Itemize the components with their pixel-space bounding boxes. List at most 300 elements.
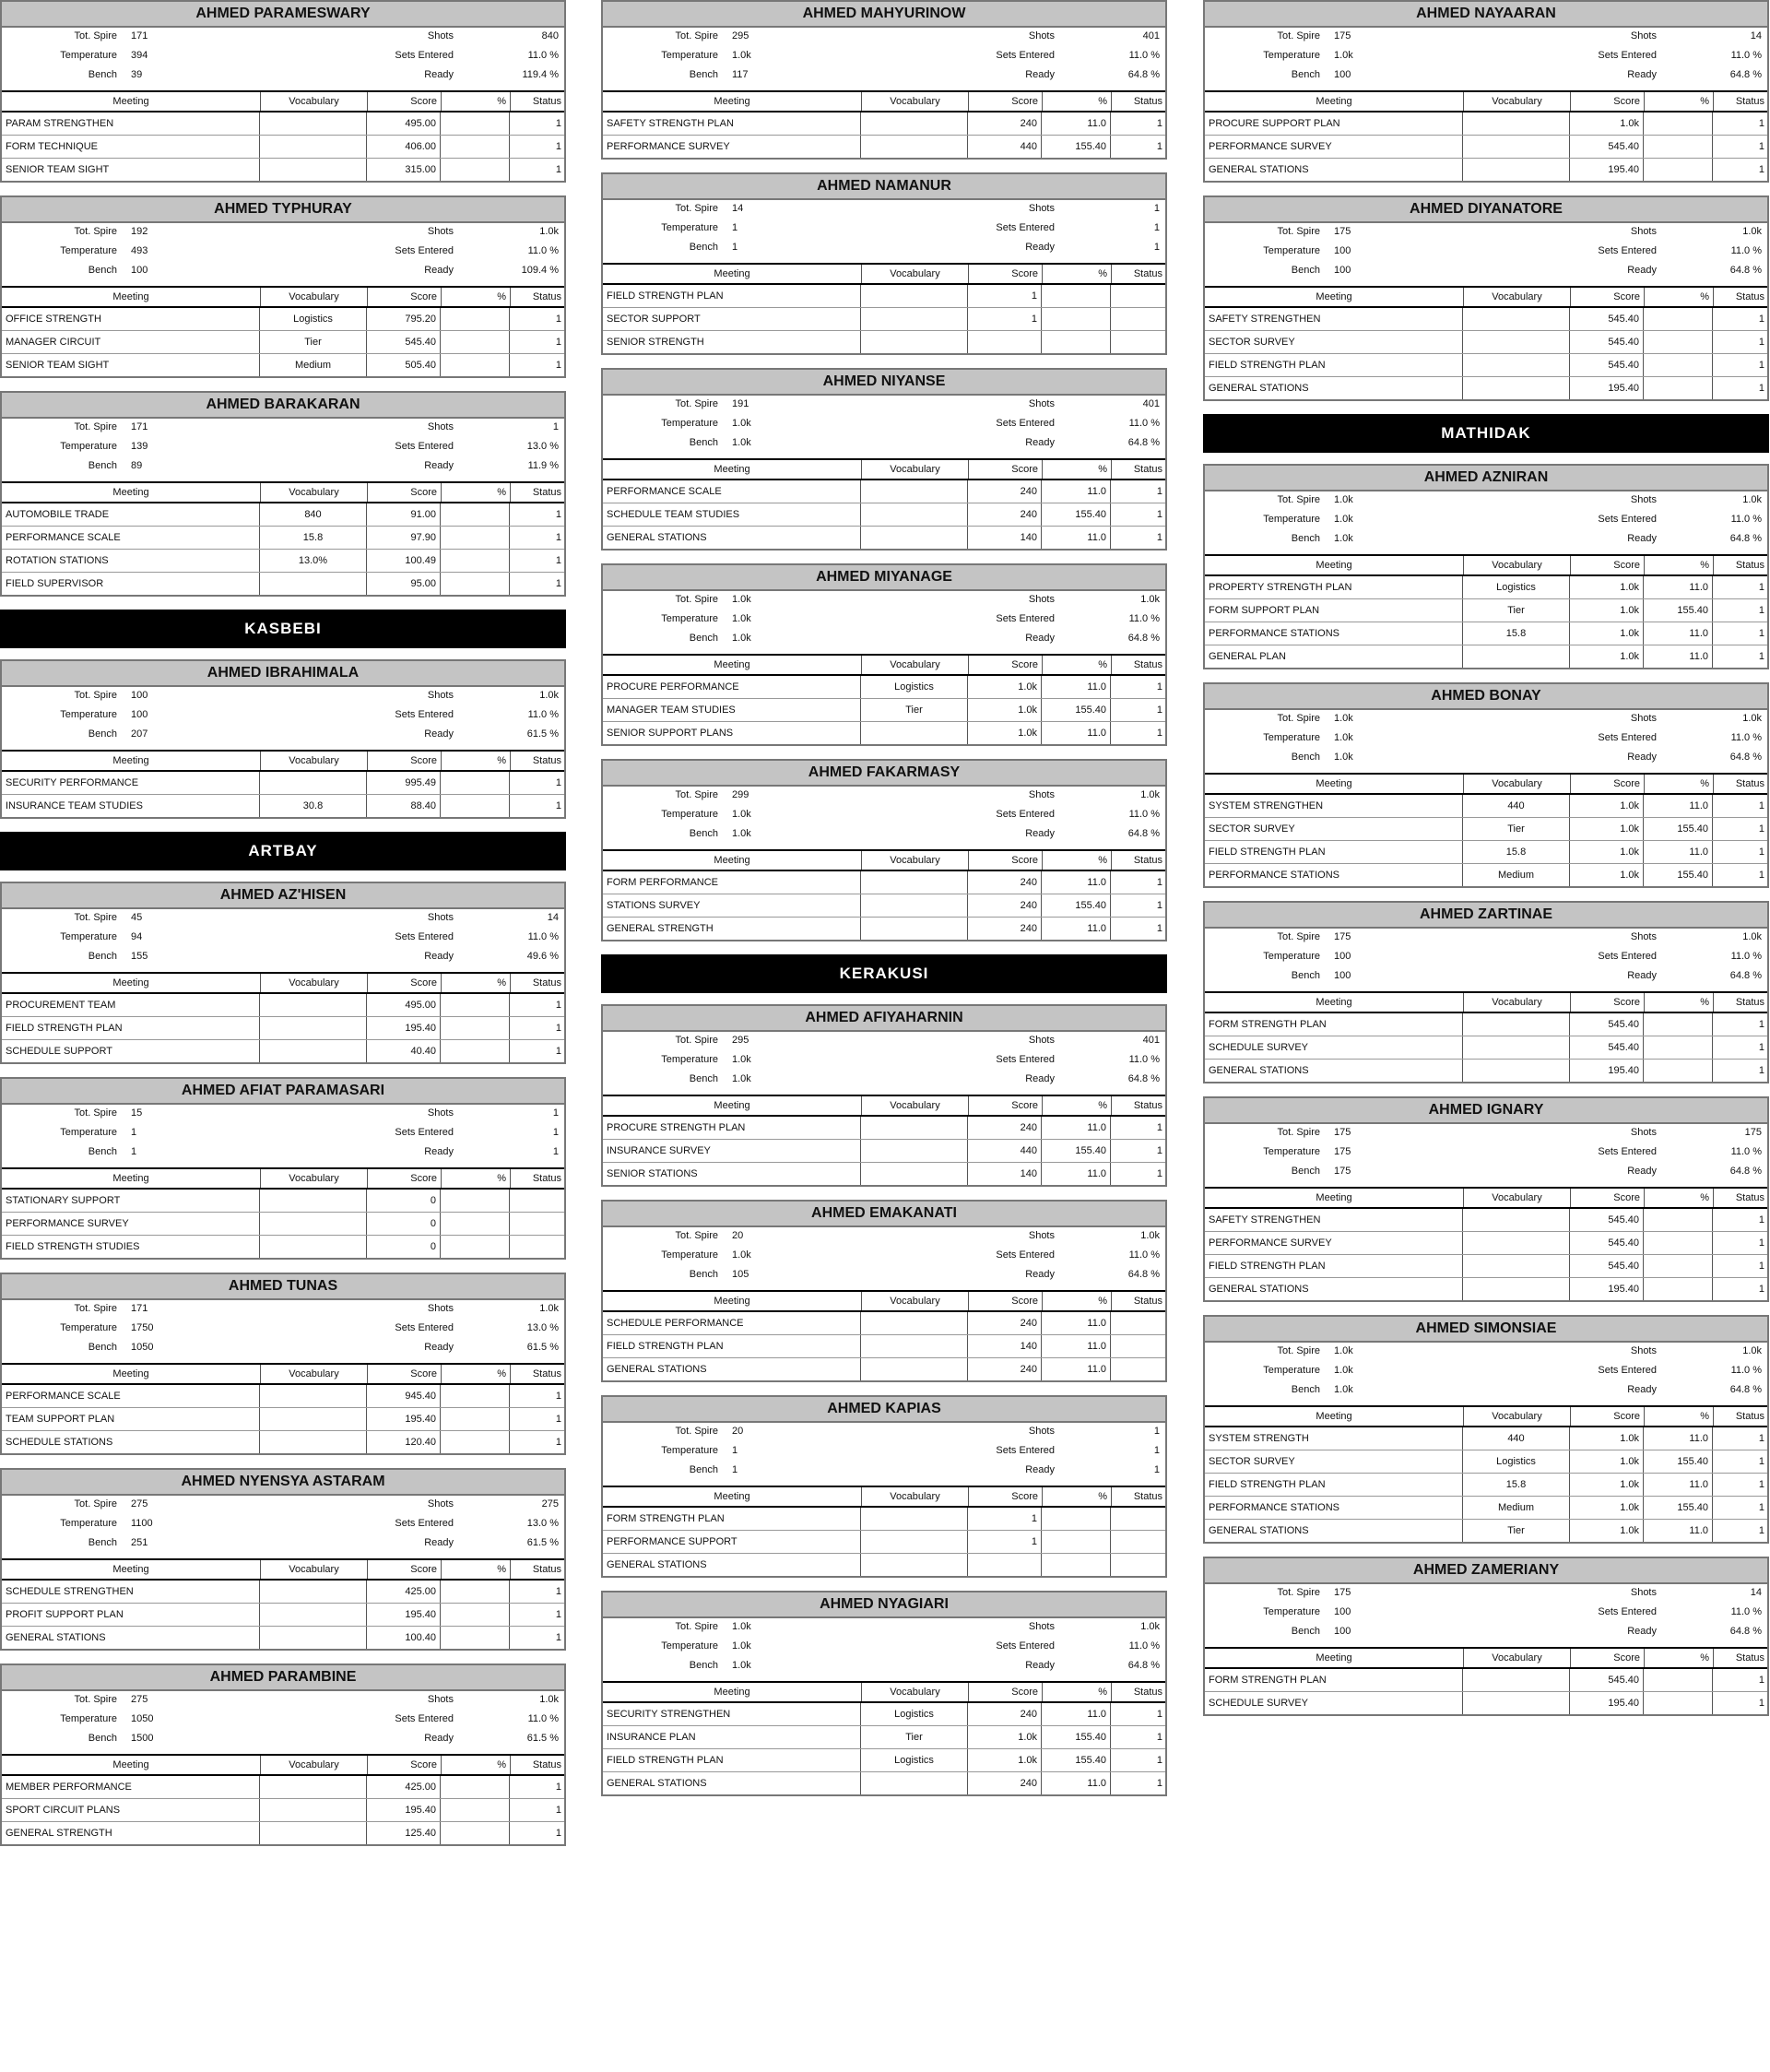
table-cell: Logistics (1463, 576, 1570, 598)
stat-value: 1.0k (1140, 594, 1160, 605)
table-cell: 1 (555, 1000, 561, 1011)
stat-value: 64.8 % (1127, 1269, 1160, 1280)
table-cell: 155.40 (1042, 503, 1111, 526)
employee-card (0, 391, 566, 597)
table-cell: PROCURE SUPPORT PLAN (1205, 112, 1463, 135)
card-table (603, 1312, 1165, 1380)
table-row (2, 1213, 564, 1236)
table-cell (260, 1822, 367, 1844)
stat-label: Tot. Spire (1277, 713, 1320, 724)
table-cell: 1 (1758, 1675, 1764, 1686)
stat-value: 1 (131, 1146, 137, 1157)
stat-value: 64.8 % (1729, 752, 1762, 763)
column-header: % (1645, 556, 1714, 574)
column-header: % (442, 974, 511, 992)
table-cell: 545.40 (1570, 1013, 1644, 1036)
card-table (1205, 1013, 1767, 1082)
card-title: AHMED AFIAT PARAMASARI (2, 1079, 564, 1105)
column-header: Status (532, 96, 561, 107)
stat-label: Shots (427, 1498, 454, 1510)
table-cell (510, 1236, 564, 1258)
column-header: Status (1735, 1652, 1764, 1664)
stat-value: 1.0k (732, 50, 751, 61)
table-cell (441, 1431, 510, 1453)
table-row (603, 308, 1165, 331)
table-cell: 1 (555, 800, 561, 811)
table-cell: 1 (555, 1828, 561, 1839)
table-cell: FIELD STRENGTH PLAN (603, 1335, 861, 1357)
table-cell: 95.00 (367, 573, 441, 595)
stat-value: 100 (131, 709, 148, 720)
table-cell: 140 (968, 1163, 1042, 1185)
stat-value: 1.0k (1334, 732, 1353, 743)
stat-label: Temperature (1263, 1606, 1320, 1617)
stat-value: 117 (732, 69, 749, 80)
stat-label: Tot. Spire (675, 203, 718, 214)
stat-value: 14 (732, 203, 744, 214)
table-row (603, 1140, 1165, 1163)
table-row (2, 1385, 564, 1408)
column-header: Status (1735, 1192, 1764, 1203)
employee-card (1203, 901, 1769, 1083)
table-cell (441, 1040, 510, 1062)
table-header (2, 750, 564, 772)
card-title: AHMED NYENSYA ASTARAM (2, 1470, 564, 1496)
table-cell: SAFETY STRENGTHEN (1205, 1209, 1463, 1231)
table-cell: 1 (1156, 1732, 1162, 1743)
stat-label: Bench (88, 1342, 117, 1353)
table-cell: PERFORMANCE SCALE (2, 527, 260, 549)
stat-label: Sets Entered (1598, 732, 1657, 743)
table-cell: FIELD STRENGTH PLAN (1205, 1474, 1463, 1496)
table-row (1205, 1036, 1767, 1060)
table-cell (861, 331, 968, 353)
stat-label: Shots (1630, 1345, 1657, 1356)
table-cell: FORM STRENGTH PLAN (1205, 1013, 1463, 1036)
table-cell: 195.40 (1570, 1060, 1644, 1082)
stat-value: 11.0 % (527, 709, 559, 720)
stat-value: 1.0k (732, 809, 751, 820)
table-cell: 1 (1156, 509, 1162, 520)
table-cell: 15.8 (1463, 1474, 1570, 1496)
stat-value: 155 (131, 951, 148, 962)
table-cell: 11.0 (1644, 795, 1713, 817)
table-cell: 11.0 (1042, 676, 1111, 698)
stat-label: Ready (1025, 437, 1055, 448)
table-cell (441, 331, 510, 353)
table-row (603, 1335, 1165, 1358)
employee-card (601, 172, 1167, 355)
stat-value: 13.0 % (526, 1322, 559, 1333)
table-cell (1463, 159, 1570, 181)
stat-value: 100 (1334, 69, 1351, 80)
table-cell (1644, 377, 1713, 399)
table-cell (861, 1772, 968, 1794)
stat-value: 1 (131, 1127, 137, 1138)
card-title: AHMED IBRAHIMALA (2, 661, 564, 687)
table-cell (441, 1822, 510, 1844)
stat-value: 1.0k (732, 1249, 751, 1261)
table-cell: Medium (1463, 1497, 1570, 1519)
table-row (603, 1508, 1165, 1531)
column-2 (601, 0, 1167, 1809)
stat-value: 20 (732, 1230, 744, 1241)
stat-label: Shots (427, 421, 454, 432)
employee-card (1203, 1315, 1769, 1544)
stat-value: 15 (131, 1107, 143, 1119)
table-cell: 1 (1758, 1502, 1764, 1513)
stat-label: Sets Entered (996, 222, 1055, 233)
stat-value: 105 (732, 1269, 749, 1280)
column-header: Score (969, 1292, 1043, 1310)
table-cell (260, 1581, 367, 1603)
stat-label: Shots (1630, 713, 1657, 724)
table-cell: 1.0k (1570, 599, 1644, 622)
table-cell (441, 1190, 510, 1212)
column-header: Status (1735, 96, 1764, 107)
table-cell: FIELD STRENGTH PLAN (1205, 354, 1463, 376)
card-table (2, 112, 564, 181)
stat-label: Sets Entered (996, 1640, 1055, 1652)
stat-label: Shots (1028, 398, 1055, 409)
stat-label: Temperature (60, 1518, 117, 1529)
section-header: KASBEBI (0, 610, 566, 648)
stat-value: 64.8 % (1127, 69, 1160, 80)
stat-value: 1 (552, 421, 559, 432)
stat-value: 100 (131, 690, 148, 701)
card-table (2, 994, 564, 1062)
stat-value: 171 (131, 30, 148, 41)
stat-value: 1.0k (1334, 1365, 1353, 1376)
table-cell: 11.0 (1042, 527, 1111, 549)
table-cell: 0 (367, 1236, 441, 1258)
table-cell: 195.40 (367, 1017, 441, 1039)
table-cell: 1 (1758, 314, 1764, 325)
table-cell: OFFICE STRENGTH (2, 308, 260, 330)
table-cell (260, 1385, 367, 1407)
table-row (1205, 864, 1767, 886)
stat-value: 1500 (131, 1733, 154, 1744)
table-row (603, 503, 1165, 527)
table-cell: 11.0 (1644, 622, 1713, 645)
employee-card (601, 1004, 1167, 1187)
table-header (1205, 554, 1767, 576)
table-header (2, 972, 564, 994)
table-cell: GENERAL STATIONS (1205, 159, 1463, 181)
column-header: Score (1571, 993, 1645, 1012)
table-cell (861, 1312, 968, 1334)
stat-value: 61.5 % (526, 1537, 559, 1548)
table-cell: 240 (968, 112, 1042, 135)
table-cell: GENERAL STATIONS (1205, 1520, 1463, 1542)
table-cell: 1 (555, 1782, 561, 1793)
table-cell: GENERAL STATIONS (603, 1772, 861, 1794)
card-title: AHMED NAYAARAN (1205, 2, 1767, 28)
stat-label: Tot. Spire (74, 690, 117, 701)
table-cell: 155.40 (1644, 599, 1713, 622)
table-cell (861, 527, 968, 549)
table-header (2, 1558, 564, 1581)
table-cell: 495.00 (367, 994, 441, 1016)
table-cell (441, 1776, 510, 1798)
stat-value: 11.0 % (1730, 514, 1762, 525)
stat-value: 11.0 % (1128, 1640, 1160, 1652)
table-cell: GENERAL PLAN (1205, 645, 1463, 668)
table-cell: 545.40 (1570, 1209, 1644, 1231)
stat-value: 1 (732, 1464, 738, 1475)
stat-value: 11.0 % (1730, 50, 1762, 61)
table-row (603, 331, 1165, 353)
column-header: Meeting (603, 265, 862, 283)
stat-value: 64.8 % (1127, 633, 1160, 644)
stat-value: 171 (131, 1303, 148, 1314)
column-header: % (442, 288, 511, 306)
table-cell: 1 (1156, 532, 1162, 543)
column-header: Meeting (603, 851, 862, 870)
table-row (1205, 1013, 1767, 1036)
table-cell: 1 (555, 777, 561, 788)
table-cell (861, 480, 968, 503)
table-cell: 11.0 (1644, 645, 1713, 668)
stat-label: Ready (1025, 1464, 1055, 1475)
table-cell (861, 1163, 968, 1185)
stat-value: 1.0k (732, 418, 751, 429)
column-header: % (442, 483, 511, 502)
table-row (2, 1799, 564, 1822)
stat-label: Shots (1630, 226, 1657, 237)
stat-value: 45 (131, 912, 143, 923)
table-cell: Tier (260, 331, 367, 353)
table-cell (1463, 1060, 1570, 1082)
table-cell: INSURANCE SURVEY (603, 1140, 861, 1162)
stat-value: 1750 (131, 1322, 154, 1333)
stat-label: Sets Entered (1598, 1365, 1657, 1376)
table-cell (441, 159, 510, 181)
stat-value: 20 (732, 1426, 744, 1437)
column-header: % (1645, 1649, 1714, 1667)
column-header: Vocabulary (1464, 92, 1571, 111)
card-title: AHMED BARAKARAN (2, 393, 564, 419)
table-cell: 1.0k (1570, 795, 1644, 817)
stat-value: 64.8 % (1127, 1073, 1160, 1084)
column-header: Vocabulary (1464, 556, 1571, 574)
stat-label: Ready (1627, 1166, 1657, 1177)
section-header: MATHIDAK (1203, 414, 1769, 453)
stat-value: 401 (1142, 1035, 1160, 1046)
table-cell: 1 (555, 578, 561, 589)
table-cell: 155.40 (1644, 864, 1713, 886)
stat-value: 207 (131, 728, 148, 740)
stat-label: Bench (88, 728, 117, 740)
stat-label: Bench (689, 437, 718, 448)
table-cell: 1 (555, 118, 561, 129)
table-cell: 545.40 (1570, 136, 1644, 158)
table-cell (1111, 285, 1165, 307)
table-cell: 125.40 (367, 1822, 441, 1844)
stat-label: Ready (424, 69, 454, 80)
stat-label: Sets Entered (395, 1713, 454, 1724)
card-title: AHMED DIYANATORE (1205, 197, 1767, 223)
employee-card (1203, 1096, 1769, 1302)
stat-value: 1050 (131, 1342, 154, 1353)
employee-card (601, 1591, 1167, 1796)
table-cell: 155.40 (1042, 699, 1111, 721)
column-header: Score (368, 1365, 442, 1383)
stat-value: 1 (1153, 222, 1160, 233)
column-header: Meeting (2, 1756, 261, 1774)
stat-value: 11.0 % (527, 931, 559, 942)
column-header: Meeting (603, 1487, 862, 1506)
column-header: Vocabulary (862, 265, 969, 283)
table-row (2, 1431, 564, 1453)
stat-value: 493 (131, 245, 148, 256)
table-row (2, 503, 564, 527)
stat-value: 1.0k (1742, 713, 1762, 724)
table-cell: 1 (1758, 823, 1764, 835)
stat-value: 11.0 % (527, 1713, 559, 1724)
table-cell (441, 503, 510, 526)
column-header: Meeting (603, 92, 862, 111)
card-stats (1205, 1584, 1767, 1647)
table-cell: 1 (1758, 870, 1764, 881)
table-header (2, 481, 564, 503)
table-cell: 1 (1758, 141, 1764, 152)
column-header: Vocabulary (261, 483, 368, 502)
section-header: KERAKUSI (601, 954, 1167, 993)
table-cell: 155.40 (1042, 1726, 1111, 1748)
stat-label: Ready (424, 1733, 454, 1744)
table-cell: 11.0 (1042, 480, 1111, 503)
stat-label: Tot. Spire (675, 1230, 718, 1241)
column-header: Score (368, 1756, 442, 1774)
stat-label: Tot. Spire (1277, 494, 1320, 505)
stat-value: 64.8 % (1729, 69, 1762, 80)
stat-label: Tot. Spire (74, 912, 117, 923)
table-cell: 155.40 (1042, 1749, 1111, 1771)
table-cell (260, 1604, 367, 1626)
table-cell: 11.0 (1644, 1520, 1713, 1542)
table-row (603, 1703, 1165, 1726)
table-cell: 1 (1156, 728, 1162, 739)
stat-value: 275 (131, 1694, 148, 1705)
table-cell (1042, 1508, 1111, 1530)
table-cell: GENERAL STATIONS (603, 527, 861, 549)
stat-label: Tot. Spire (675, 1621, 718, 1632)
column-header: % (1645, 1189, 1714, 1207)
stat-value: 175 (1334, 1166, 1351, 1177)
table-cell: 11.0 (1042, 1772, 1111, 1794)
table-cell: FIELD SUPERVISOR (2, 573, 260, 595)
table-row (1205, 1232, 1767, 1255)
table-cell: 1 (1758, 628, 1764, 639)
table-cell: 1 (1156, 118, 1162, 129)
card-stats (2, 28, 564, 90)
table-cell (260, 1017, 367, 1039)
table-cell: 1.0k (1570, 1520, 1644, 1542)
table-row (1205, 1497, 1767, 1520)
stat-label: Tot. Spire (74, 226, 117, 237)
stat-value: 394 (131, 50, 148, 61)
table-cell: 11.0 (1042, 1358, 1111, 1380)
table-row (2, 795, 564, 817)
table-row (1205, 1427, 1767, 1450)
table-cell: 1 (1758, 1019, 1764, 1030)
table-cell: FORM STRENGTH PLAN (1205, 1669, 1463, 1691)
stat-value: 1 (1153, 1464, 1160, 1475)
table-cell: 11.0 (1042, 1117, 1111, 1139)
table-header (603, 1681, 1165, 1703)
table-row (2, 1581, 564, 1604)
table-cell (260, 1213, 367, 1235)
stat-label: Shots (427, 1303, 454, 1314)
table-header (603, 849, 1165, 871)
stat-label: Ready (424, 1146, 454, 1157)
employee-card (601, 1200, 1167, 1382)
table-cell: Tier (861, 1726, 968, 1748)
table-cell (861, 1140, 968, 1162)
stat-label: Shots (427, 912, 454, 923)
table-cell (260, 772, 367, 794)
table-cell: SCHEDULE SUPPORT (2, 1040, 260, 1062)
table-cell: AUTOMOBILE TRADE (2, 503, 260, 526)
table-cell (861, 503, 968, 526)
stat-label: Temperature (1263, 1365, 1320, 1376)
stat-value: 1.0k (1742, 494, 1762, 505)
employee-card (0, 1468, 566, 1651)
employee-card (0, 882, 566, 1064)
table-cell: 1 (1156, 877, 1162, 888)
table-cell: 240 (968, 1772, 1042, 1794)
stat-value: 1 (1153, 1445, 1160, 1456)
table-header (1205, 773, 1767, 795)
table-cell (1111, 1554, 1165, 1576)
table-row (603, 136, 1165, 158)
table-cell (1463, 645, 1570, 668)
column-header: Score (1571, 775, 1645, 793)
stat-label: Shots (427, 1107, 454, 1119)
table-cell: 1.0k (968, 676, 1042, 698)
table-cell: Tier (1463, 1520, 1570, 1542)
column-header: % (1645, 993, 1714, 1012)
table-cell: STATIONARY SUPPORT (2, 1190, 260, 1212)
table-row (2, 573, 564, 595)
table-cell: 240 (968, 480, 1042, 503)
table-cell: 91.00 (367, 503, 441, 526)
table-cell (1111, 308, 1165, 330)
table-cell: 240 (968, 894, 1042, 917)
table-cell (861, 1117, 968, 1139)
stat-label: Sets Entered (395, 441, 454, 452)
stat-label: Ready (1025, 828, 1055, 839)
card-table (1205, 308, 1767, 399)
stat-label: Ready (1627, 1626, 1657, 1637)
stat-label: Ready (1627, 533, 1657, 544)
table-cell: PERFORMANCE STATIONS (1205, 1497, 1463, 1519)
column-header: Score (368, 1560, 442, 1579)
table-cell: 425.00 (367, 1581, 441, 1603)
table-cell: 155.40 (1042, 894, 1111, 917)
stat-label: Shots (1630, 494, 1657, 505)
stat-label: Tot. Spire (1277, 1127, 1320, 1138)
table-cell (260, 1408, 367, 1430)
table-cell: Logistics (861, 676, 968, 698)
table-cell: 545.40 (1570, 1255, 1644, 1277)
table-row (603, 894, 1165, 918)
table-cell: SYSTEM STRENGTHEN (1205, 795, 1463, 817)
table-cell: 1 (1758, 1042, 1764, 1053)
table-row (1205, 112, 1767, 136)
column-header: Score (969, 460, 1043, 479)
